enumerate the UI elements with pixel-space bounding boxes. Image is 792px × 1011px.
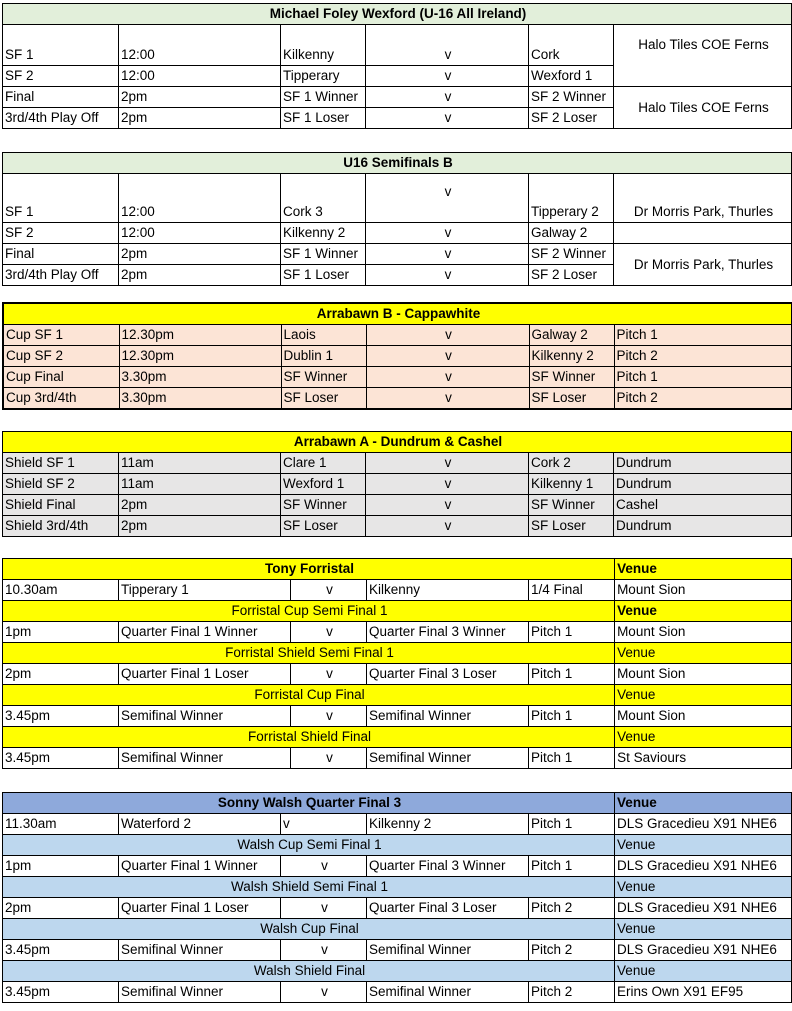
pitch-cell: Pitch 1 bbox=[529, 856, 615, 877]
home-team-cell: Quarter Final 1 Winner bbox=[119, 856, 281, 877]
away-team-cell: Quarter Final 3 Winner bbox=[367, 622, 529, 643]
home-team-cell: Semifinal Winner bbox=[119, 706, 291, 727]
pitch-cell: 1/4 Final bbox=[529, 580, 615, 601]
venue-header: Venue bbox=[615, 685, 792, 706]
versus-cell: v bbox=[366, 108, 529, 129]
pitch-cell: Pitch 2 bbox=[529, 898, 615, 919]
time-cell: 11am bbox=[119, 474, 281, 495]
venue-cell: Mount Sion bbox=[615, 664, 792, 685]
table-michael-foley bbox=[2, 3, 792, 129]
time-cell: 2pm bbox=[119, 108, 281, 129]
away-team-cell: Tipperary 2 bbox=[529, 174, 614, 223]
time-cell: 12:00 bbox=[119, 66, 281, 87]
venue-header: Venue bbox=[615, 601, 792, 622]
section-heading: Walsh Shield Semi Final 1 bbox=[3, 877, 615, 898]
venue-header: Venue bbox=[615, 727, 792, 748]
versus-cell: v bbox=[366, 346, 529, 367]
pitch-cell: Pitch 2 bbox=[529, 982, 615, 1003]
away-team-cell: SF Loser bbox=[529, 388, 614, 410]
away-team-cell: Kilkenny 2 bbox=[367, 814, 529, 835]
away-team-cell: Wexford 1 bbox=[529, 66, 614, 87]
stage-cell: Shield Final bbox=[3, 495, 119, 516]
time-cell: 2pm bbox=[3, 664, 119, 685]
home-team-cell: SF 1 Loser bbox=[281, 108, 366, 129]
stage-cell: Shield SF 2 bbox=[3, 474, 119, 495]
home-team-cell: Waterford 2 bbox=[119, 814, 281, 835]
venue-cell: Halo Tiles COE Ferns bbox=[614, 25, 792, 87]
versus-cell: v bbox=[366, 66, 529, 87]
stage-cell: 3rd/4th Play Off bbox=[3, 108, 119, 129]
section-heading: Walsh Cup Final bbox=[3, 919, 615, 940]
venue-cell: Pitch 2 bbox=[614, 388, 792, 410]
versus-cell: v bbox=[291, 622, 367, 643]
versus-cell: v bbox=[366, 265, 529, 286]
home-team-cell: SF Winner bbox=[281, 495, 366, 516]
stage-cell: Cup SF 2 bbox=[3, 346, 119, 367]
venue-cell: Halo Tiles COE Ferns bbox=[614, 87, 792, 129]
versus-cell: v bbox=[281, 856, 367, 877]
versus-cell: v bbox=[291, 664, 367, 685]
section-heading: Forristal Cup Final bbox=[3, 685, 615, 706]
time-cell: 11am bbox=[119, 453, 281, 474]
versus-cell: v bbox=[366, 388, 529, 410]
time-cell: 10.30am bbox=[3, 580, 119, 601]
time-cell: 3.30pm bbox=[119, 388, 281, 410]
venue-cell: Cashel bbox=[614, 495, 792, 516]
home-team-cell: Kilkenny 2 bbox=[281, 223, 366, 244]
away-team-cell: Quarter Final 3 Loser bbox=[367, 898, 529, 919]
time-cell: 3.45pm bbox=[3, 982, 119, 1003]
time-cell: 1pm bbox=[3, 622, 119, 643]
venue-cell: Dr Morris Park, Thurles bbox=[614, 244, 792, 286]
home-team-cell: Laois bbox=[281, 325, 366, 346]
versus-cell: v bbox=[291, 580, 367, 601]
time-cell: 2pm bbox=[119, 87, 281, 108]
home-team-cell: SF 1 Loser bbox=[281, 265, 366, 286]
venue-cell: DLS Gracedieu X91 NHE6 bbox=[615, 856, 792, 877]
home-team-cell: SF 1 Winner bbox=[281, 244, 366, 265]
venue-cell: St Saviours bbox=[615, 748, 792, 769]
away-team-cell: SF Winner bbox=[529, 495, 614, 516]
stage-cell: SF 1 bbox=[3, 25, 119, 66]
section-heading: Walsh Cup Semi Final 1 bbox=[3, 835, 615, 856]
away-team-cell: SF 2 Loser bbox=[529, 265, 614, 286]
home-team-cell: Quarter Final 1 Winner bbox=[119, 622, 291, 643]
home-team-cell: Semifinal Winner bbox=[119, 940, 281, 961]
time-cell: 3.45pm bbox=[3, 748, 119, 769]
venue-header: Venue bbox=[615, 835, 792, 856]
stage-cell: SF 1 bbox=[3, 174, 119, 223]
home-team-cell: Clare 1 bbox=[281, 453, 366, 474]
stage-cell: Shield 3rd/4th bbox=[3, 516, 119, 537]
away-team-cell: Quarter Final 3 Winner bbox=[367, 856, 529, 877]
time-cell: 12:00 bbox=[119, 174, 281, 223]
versus-cell: v bbox=[281, 898, 367, 919]
venue-cell: Dr Morris Park, Thurles bbox=[614, 174, 792, 223]
away-team-cell: SF 2 Winner bbox=[529, 87, 614, 108]
home-team-cell: Quarter Final 1 Loser bbox=[119, 664, 291, 685]
pitch-cell: Pitch 1 bbox=[529, 748, 615, 769]
away-team-cell: SF 2 Winner bbox=[529, 244, 614, 265]
venue-header: Venue bbox=[615, 919, 792, 940]
venue-cell: Pitch 1 bbox=[614, 367, 792, 388]
versus-cell: v bbox=[366, 223, 529, 244]
versus-cell: v bbox=[366, 453, 529, 474]
away-team-cell: SF Winner bbox=[529, 367, 614, 388]
stage-cell: SF 2 bbox=[3, 66, 119, 87]
section-heading: Forristal Cup Semi Final 1 bbox=[3, 601, 615, 622]
section-heading: Walsh Shield Final bbox=[3, 961, 615, 982]
home-team-cell: SF Loser bbox=[281, 388, 366, 410]
away-team-cell: Semifinal Winner bbox=[367, 706, 529, 727]
venue-header: Venue bbox=[615, 961, 792, 982]
section-heading: Forristal Shield Final bbox=[3, 727, 615, 748]
venue-cell: Pitch 1 bbox=[614, 325, 792, 346]
time-cell: 2pm bbox=[3, 898, 119, 919]
versus-cell: v bbox=[366, 87, 529, 108]
pitch-cell: Pitch 1 bbox=[529, 706, 615, 727]
versus-cell: v bbox=[366, 516, 529, 537]
versus-cell: v bbox=[366, 495, 529, 516]
away-team-cell: Galway 2 bbox=[529, 223, 614, 244]
venue-cell: Mount Sion bbox=[615, 580, 792, 601]
stage-cell: 3rd/4th Play Off bbox=[3, 265, 119, 286]
pitch-cell: Pitch 1 bbox=[529, 622, 615, 643]
stage-cell: Cup Final bbox=[3, 367, 119, 388]
away-team-cell: Cork bbox=[529, 25, 614, 66]
stage-cell: Final bbox=[3, 87, 119, 108]
time-cell: 2pm bbox=[119, 516, 281, 537]
time-cell: 12.30pm bbox=[119, 325, 281, 346]
home-team-cell: Kilkenny bbox=[281, 25, 366, 66]
venue-cell: Mount Sion bbox=[615, 622, 792, 643]
venue-cell: Mount Sion bbox=[615, 706, 792, 727]
pitch-cell: Pitch 1 bbox=[529, 814, 615, 835]
table-sonny-walsh bbox=[2, 792, 792, 1003]
venue-header: Venue bbox=[615, 559, 792, 580]
versus-cell: v bbox=[291, 706, 367, 727]
away-team-cell: Cork 2 bbox=[529, 453, 614, 474]
pitch-cell: Pitch 2 bbox=[529, 940, 615, 961]
time-cell: 3.30pm bbox=[119, 367, 281, 388]
home-team-cell: Tipperary 1 bbox=[119, 580, 291, 601]
home-team-cell: SF Winner bbox=[281, 367, 366, 388]
away-team-cell: Kilkenny 1 bbox=[529, 474, 614, 495]
away-team-cell: Semifinal Winner bbox=[367, 940, 529, 961]
away-team-cell: Quarter Final 3 Loser bbox=[367, 664, 529, 685]
time-cell: 3.45pm bbox=[3, 940, 119, 961]
table-title: Michael Foley Wexford (U-16 All Ireland) bbox=[3, 4, 792, 25]
table-title: Arrabawn A - Dundrum & Cashel bbox=[3, 432, 792, 453]
empty-cell bbox=[614, 223, 792, 244]
table-tony-forristal bbox=[2, 558, 792, 769]
time-cell: 12.30pm bbox=[119, 346, 281, 367]
versus-cell: v bbox=[281, 940, 367, 961]
versus-cell: v bbox=[366, 367, 529, 388]
home-team-cell: Wexford 1 bbox=[281, 474, 366, 495]
home-team-cell: Cork 3 bbox=[281, 174, 366, 223]
versus-cell: v bbox=[281, 982, 367, 1003]
section-heading: Forristal Shield Semi Final 1 bbox=[3, 643, 615, 664]
table-title: Arrabawn B - Cappawhite bbox=[3, 303, 792, 325]
time-cell: 2pm bbox=[119, 244, 281, 265]
table-arrabawn-b bbox=[2, 302, 792, 410]
venue-cell: DLS Gracedieu X91 NHE6 bbox=[615, 898, 792, 919]
versus-cell: v bbox=[366, 474, 529, 495]
stage-cell: Final bbox=[3, 244, 119, 265]
home-team-cell: SF Loser bbox=[281, 516, 366, 537]
stage-cell: Shield SF 1 bbox=[3, 453, 119, 474]
stage-cell: Cup 3rd/4th bbox=[3, 388, 119, 410]
home-team-cell: Semifinal Winner bbox=[119, 982, 281, 1003]
away-team-cell: Semifinal Winner bbox=[367, 748, 529, 769]
stage-cell: SF 2 bbox=[3, 223, 119, 244]
venue-cell: Dundrum bbox=[614, 516, 792, 537]
versus-cell: v bbox=[291, 748, 367, 769]
away-team-cell: Kilkenny bbox=[367, 580, 529, 601]
time-cell: 1pm bbox=[3, 856, 119, 877]
venue-header: Venue bbox=[615, 643, 792, 664]
versus-cell: v bbox=[366, 244, 529, 265]
versus-cell: v bbox=[281, 814, 367, 835]
stage-cell: Cup SF 1 bbox=[3, 325, 119, 346]
away-team-cell: Semifinal Winner bbox=[367, 982, 529, 1003]
home-team-cell: Dublin 1 bbox=[281, 346, 366, 367]
time-cell: 3.45pm bbox=[3, 706, 119, 727]
home-team-cell: Quarter Final 1 Loser bbox=[119, 898, 281, 919]
venue-cell: Dundrum bbox=[614, 474, 792, 495]
versus-cell: v bbox=[366, 325, 529, 346]
time-cell: 12:00 bbox=[119, 25, 281, 66]
versus-cell: v bbox=[366, 174, 529, 223]
venue-cell: Erins Own X91 EF95 bbox=[615, 982, 792, 1003]
away-team-cell: SF 2 Loser bbox=[529, 108, 614, 129]
time-cell: 12:00 bbox=[119, 223, 281, 244]
venue-cell: Dundrum bbox=[614, 453, 792, 474]
versus-cell: v bbox=[366, 25, 529, 66]
away-team-cell: Kilkenny 2 bbox=[529, 346, 614, 367]
table-arrabawn-a bbox=[2, 431, 792, 537]
time-cell: 2pm bbox=[119, 265, 281, 286]
table-title: Tony Forristal bbox=[3, 559, 615, 580]
time-cell: 11.30am bbox=[3, 814, 119, 835]
venue-cell: Pitch 2 bbox=[614, 346, 792, 367]
time-cell: 2pm bbox=[119, 495, 281, 516]
away-team-cell: SF Loser bbox=[529, 516, 614, 537]
home-team-cell: Semifinal Winner bbox=[119, 748, 291, 769]
table-title: U16 Semifinals B bbox=[3, 153, 792, 174]
venue-cell: DLS Gracedieu X91 NHE6 bbox=[615, 940, 792, 961]
home-team-cell: Tipperary bbox=[281, 66, 366, 87]
home-team-cell: SF 1 Winner bbox=[281, 87, 366, 108]
venue-header: Venue bbox=[615, 793, 792, 814]
venue-header: Venue bbox=[615, 877, 792, 898]
table-title: Sonny Walsh Quarter Final 3 bbox=[3, 793, 615, 814]
pitch-cell: Pitch 1 bbox=[529, 664, 615, 685]
away-team-cell: Galway 2 bbox=[529, 325, 614, 346]
table-u16-semifinals-b bbox=[2, 152, 792, 286]
venue-cell: DLS Gracedieu X91 NHE6 bbox=[615, 814, 792, 835]
